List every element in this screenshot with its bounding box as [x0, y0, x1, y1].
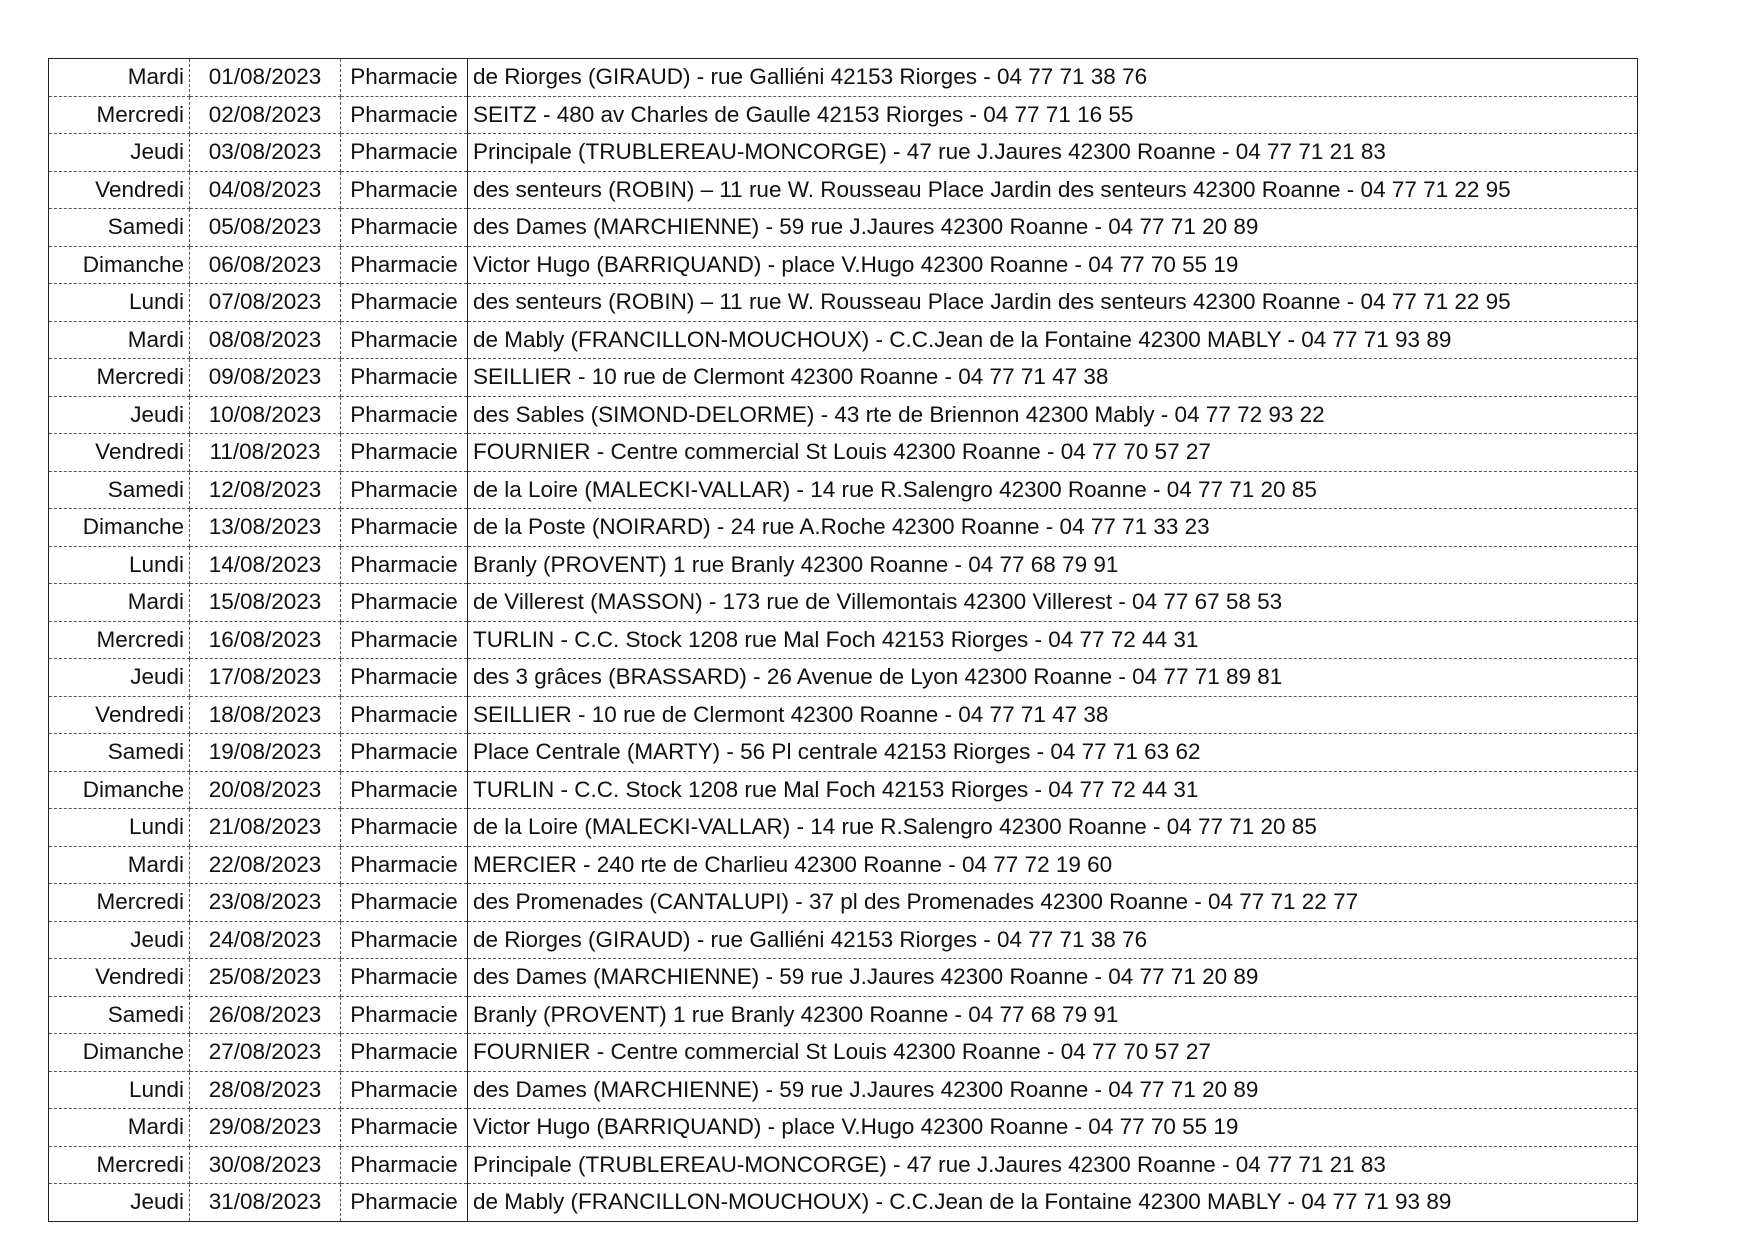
day-cell: Jeudi [49, 134, 190, 172]
date-cell: 31/08/2023 [190, 1184, 341, 1222]
type-cell: Pharmacie [341, 846, 468, 884]
day-cell: Mercredi [49, 884, 190, 922]
date-cell: 24/08/2023 [190, 921, 341, 959]
date-cell: 06/08/2023 [190, 246, 341, 284]
day-cell: Mercredi [49, 359, 190, 397]
pharmacy-info-cell: des senteurs (ROBIN) – 11 rue W. Rousseau Place Jardin des senteurs 42300 Roanne - 04 77 71 22 95 [468, 171, 1638, 209]
date-cell: 25/08/2023 [190, 959, 341, 997]
day-cell: Dimanche [49, 1034, 190, 1072]
table-row [49, 134, 1638, 172]
day-cell: Mercredi [49, 621, 190, 659]
date-cell: 13/08/2023 [190, 509, 341, 547]
pharmacy-info-cell: des 3 grâces (BRASSARD) - 26 Avenue de Lyon 42300 Roanne - 04 77 71 89 81 [468, 659, 1638, 697]
type-cell: Pharmacie [341, 921, 468, 959]
date-cell: 30/08/2023 [190, 1146, 341, 1184]
type-cell: Pharmacie [341, 396, 468, 434]
type-cell: Pharmacie [341, 771, 468, 809]
date-cell: 28/08/2023 [190, 1071, 341, 1109]
pharmacy-info-cell: des Promenades (CANTALUPI) - 37 pl des Promenades 42300 Roanne - 04 77 71 22 77 [468, 884, 1638, 922]
date-cell: 11/08/2023 [190, 434, 341, 472]
day-cell: Dimanche [49, 246, 190, 284]
date-cell: 01/08/2023 [190, 59, 341, 97]
day-cell: Vendredi [49, 959, 190, 997]
date-cell: 09/08/2023 [190, 359, 341, 397]
day-cell: Samedi [49, 209, 190, 247]
day-cell: Jeudi [49, 921, 190, 959]
date-cell: 21/08/2023 [190, 809, 341, 847]
date-cell: 12/08/2023 [190, 471, 341, 509]
day-cell: Mardi [49, 321, 190, 359]
pharmacy-info-cell: FOURNIER - Centre commercial St Louis 42300 Roanne - 04 77 70 57 27 [468, 434, 1638, 472]
day-cell: Lundi [49, 546, 190, 584]
day-cell: Mercredi [49, 1146, 190, 1184]
pharmacy-info-cell: Victor Hugo (BARRIQUAND) - place V.Hugo 42300 Roanne - 04 77 70 55 19 [468, 1109, 1638, 1147]
table-row [49, 659, 1638, 697]
day-cell: Lundi [49, 809, 190, 847]
type-cell: Pharmacie [341, 509, 468, 547]
table-row [49, 809, 1638, 847]
type-cell: Pharmacie [341, 884, 468, 922]
pharmacy-info-cell: de Villerest (MASSON) - 173 rue de Villemontais 42300 Villerest - 04 77 67 58 53 [468, 584, 1638, 622]
table-row [49, 284, 1638, 322]
type-cell: Pharmacie [341, 434, 468, 472]
pharmacy-info-cell: Branly (PROVENT) 1 rue Branly 42300 Roanne - 04 77 68 79 91 [468, 546, 1638, 584]
table-row [49, 584, 1638, 622]
date-cell: 05/08/2023 [190, 209, 341, 247]
date-cell: 16/08/2023 [190, 621, 341, 659]
pharmacy-info-cell: Principale (TRUBLEREAU-MONCORGE) - 47 rue J.Jaures 42300 Roanne - 04 77 71 21 83 [468, 1146, 1638, 1184]
type-cell: Pharmacie [341, 996, 468, 1034]
type-cell: Pharmacie [341, 96, 468, 134]
table-row [49, 1184, 1638, 1222]
type-cell: Pharmacie [341, 246, 468, 284]
type-cell: Pharmacie [341, 59, 468, 97]
type-cell: Pharmacie [341, 734, 468, 772]
type-cell: Pharmacie [341, 1109, 468, 1147]
table-row [49, 396, 1638, 434]
date-cell: 23/08/2023 [190, 884, 341, 922]
table-row [49, 1109, 1638, 1147]
pharmacy-info-cell: MERCIER - 240 rte de Charlieu 42300 Roanne - 04 77 72 19 60 [468, 846, 1638, 884]
pharmacy-info-cell: SEILLIER - 10 rue de Clermont 42300 Roanne - 04 77 71 47 38 [468, 696, 1638, 734]
day-cell: Dimanche [49, 509, 190, 547]
day-cell: Lundi [49, 1071, 190, 1109]
type-cell: Pharmacie [341, 1184, 468, 1222]
table-row [49, 1146, 1638, 1184]
date-cell: 27/08/2023 [190, 1034, 341, 1072]
pharmacy-info-cell: de Riorges (GIRAUD) - rue Galliéni 42153 Riorges - 04 77 71 38 76 [468, 921, 1638, 959]
table-row [49, 59, 1638, 97]
table-row [49, 1034, 1638, 1072]
day-cell: Mardi [49, 846, 190, 884]
day-cell: Lundi [49, 284, 190, 322]
type-cell: Pharmacie [341, 209, 468, 247]
type-cell: Pharmacie [341, 696, 468, 734]
table-row [49, 771, 1638, 809]
pharmacy-info-cell: des Dames (MARCHIENNE) - 59 rue J.Jaures 42300 Roanne - 04 77 71 20 89 [468, 209, 1638, 247]
table-row [49, 846, 1638, 884]
pharmacy-info-cell: des Sables (SIMOND-DELORME) - 43 rte de Briennon 42300 Mably - 04 77 72 93 22 [468, 396, 1638, 434]
type-cell: Pharmacie [341, 659, 468, 697]
pharmacy-info-cell: TURLIN - C.C. Stock 1208 rue Mal Foch 42153 Riorges - 04 77 72 44 31 [468, 621, 1638, 659]
table-row [49, 96, 1638, 134]
table-row [49, 696, 1638, 734]
date-cell: 14/08/2023 [190, 546, 341, 584]
date-cell: 03/08/2023 [190, 134, 341, 172]
date-cell: 18/08/2023 [190, 696, 341, 734]
table-row [49, 1071, 1638, 1109]
day-cell: Dimanche [49, 771, 190, 809]
date-cell: 08/08/2023 [190, 321, 341, 359]
pharmacy-info-cell: de la Loire (MALECKI-VALLAR) - 14 rue R.Salengro 42300 Roanne - 04 77 71 20 85 [468, 809, 1638, 847]
day-cell: Vendredi [49, 696, 190, 734]
day-cell: Samedi [49, 471, 190, 509]
type-cell: Pharmacie [341, 809, 468, 847]
table-row [49, 546, 1638, 584]
table-row [49, 471, 1638, 509]
type-cell: Pharmacie [341, 959, 468, 997]
table-row [49, 321, 1638, 359]
day-cell: Mercredi [49, 96, 190, 134]
pharmacy-info-cell: de la Loire (MALECKI-VALLAR) - 14 rue R.Salengro 42300 Roanne - 04 77 71 20 85 [468, 471, 1638, 509]
type-cell: Pharmacie [341, 134, 468, 172]
table-row [49, 509, 1638, 547]
pharmacy-info-cell: FOURNIER - Centre commercial St Louis 42300 Roanne - 04 77 70 57 27 [468, 1034, 1638, 1072]
type-cell: Pharmacie [341, 1146, 468, 1184]
type-cell: Pharmacie [341, 171, 468, 209]
pharmacy-info-cell: de Mably (FRANCILLON-MOUCHOUX) - C.C.Jean de la Fontaine 42300 MABLY - 04 77 71 93 89 [468, 321, 1638, 359]
day-cell: Vendredi [49, 171, 190, 209]
table-row [49, 921, 1638, 959]
pharmacy-info-cell: Principale (TRUBLEREAU-MONCORGE) - 47 rue J.Jaures 42300 Roanne - 04 77 71 21 83 [468, 134, 1638, 172]
pharmacy-info-cell: TURLIN - C.C. Stock 1208 rue Mal Foch 42153 Riorges - 04 77 72 44 31 [468, 771, 1638, 809]
type-cell: Pharmacie [341, 584, 468, 622]
date-cell: 07/08/2023 [190, 284, 341, 322]
table-row [49, 171, 1638, 209]
pharmacy-info-cell: de la Poste (NOIRARD) - 24 rue A.Roche 42300 Roanne - 04 77 71 33 23 [468, 509, 1638, 547]
table-row [49, 246, 1638, 284]
date-cell: 17/08/2023 [190, 659, 341, 697]
pharmacy-info-cell: de Mably (FRANCILLON-MOUCHOUX) - C.C.Jean de la Fontaine 42300 MABLY - 04 77 71 93 89 [468, 1184, 1638, 1222]
type-cell: Pharmacie [341, 321, 468, 359]
table-row [49, 884, 1638, 922]
pharmacy-info-cell: Branly (PROVENT) 1 rue Branly 42300 Roanne - 04 77 68 79 91 [468, 996, 1638, 1034]
pharmacy-info-cell: Place Centrale (MARTY) - 56 Pl centrale 42153 Riorges - 04 77 71 63 62 [468, 734, 1638, 772]
type-cell: Pharmacie [341, 1071, 468, 1109]
day-cell: Mardi [49, 1109, 190, 1147]
type-cell: Pharmacie [341, 621, 468, 659]
pharmacy-info-cell: Victor Hugo (BARRIQUAND) - place V.Hugo 42300 Roanne - 04 77 70 55 19 [468, 246, 1638, 284]
pharmacy-info-cell: SEITZ - 480 av Charles de Gaulle 42153 Riorges - 04 77 71 16 55 [468, 96, 1638, 134]
day-cell: Jeudi [49, 659, 190, 697]
day-cell: Mardi [49, 59, 190, 97]
table-row [49, 209, 1638, 247]
table-row [49, 621, 1638, 659]
pharmacy-info-cell: des senteurs (ROBIN) – 11 rue W. Rousseau Place Jardin des senteurs 42300 Roanne - 04 77 71 22 95 [468, 284, 1638, 322]
pharmacy-duty-table [48, 58, 1638, 1222]
type-cell: Pharmacie [341, 471, 468, 509]
day-cell: Samedi [49, 996, 190, 1034]
date-cell: 20/08/2023 [190, 771, 341, 809]
date-cell: 15/08/2023 [190, 584, 341, 622]
day-cell: Mardi [49, 584, 190, 622]
table-row [49, 996, 1638, 1034]
pharmacy-duty-table-body [49, 59, 1638, 1222]
table-row [49, 434, 1638, 472]
pharmacy-info-cell: des Dames (MARCHIENNE) - 59 rue J.Jaures 42300 Roanne - 04 77 71 20 89 [468, 1071, 1638, 1109]
pharmacy-info-cell: de Riorges (GIRAUD) - rue Galliéni 42153 Riorges - 04 77 71 38 76 [468, 59, 1638, 97]
pharmacy-info-cell: SEILLIER - 10 rue de Clermont 42300 Roanne - 04 77 71 47 38 [468, 359, 1638, 397]
table-row [49, 359, 1638, 397]
type-cell: Pharmacie [341, 546, 468, 584]
day-cell: Samedi [49, 734, 190, 772]
date-cell: 02/08/2023 [190, 96, 341, 134]
date-cell: 04/08/2023 [190, 171, 341, 209]
day-cell: Jeudi [49, 1184, 190, 1222]
table-row [49, 734, 1638, 772]
table-row [49, 959, 1638, 997]
day-cell: Vendredi [49, 434, 190, 472]
date-cell: 29/08/2023 [190, 1109, 341, 1147]
type-cell: Pharmacie [341, 284, 468, 322]
date-cell: 10/08/2023 [190, 396, 341, 434]
date-cell: 19/08/2023 [190, 734, 341, 772]
type-cell: Pharmacie [341, 1034, 468, 1072]
date-cell: 22/08/2023 [190, 846, 341, 884]
type-cell: Pharmacie [341, 359, 468, 397]
pharmacy-info-cell: des Dames (MARCHIENNE) - 59 rue J.Jaures 42300 Roanne - 04 77 71 20 89 [468, 959, 1638, 997]
day-cell: Jeudi [49, 396, 190, 434]
date-cell: 26/08/2023 [190, 996, 341, 1034]
